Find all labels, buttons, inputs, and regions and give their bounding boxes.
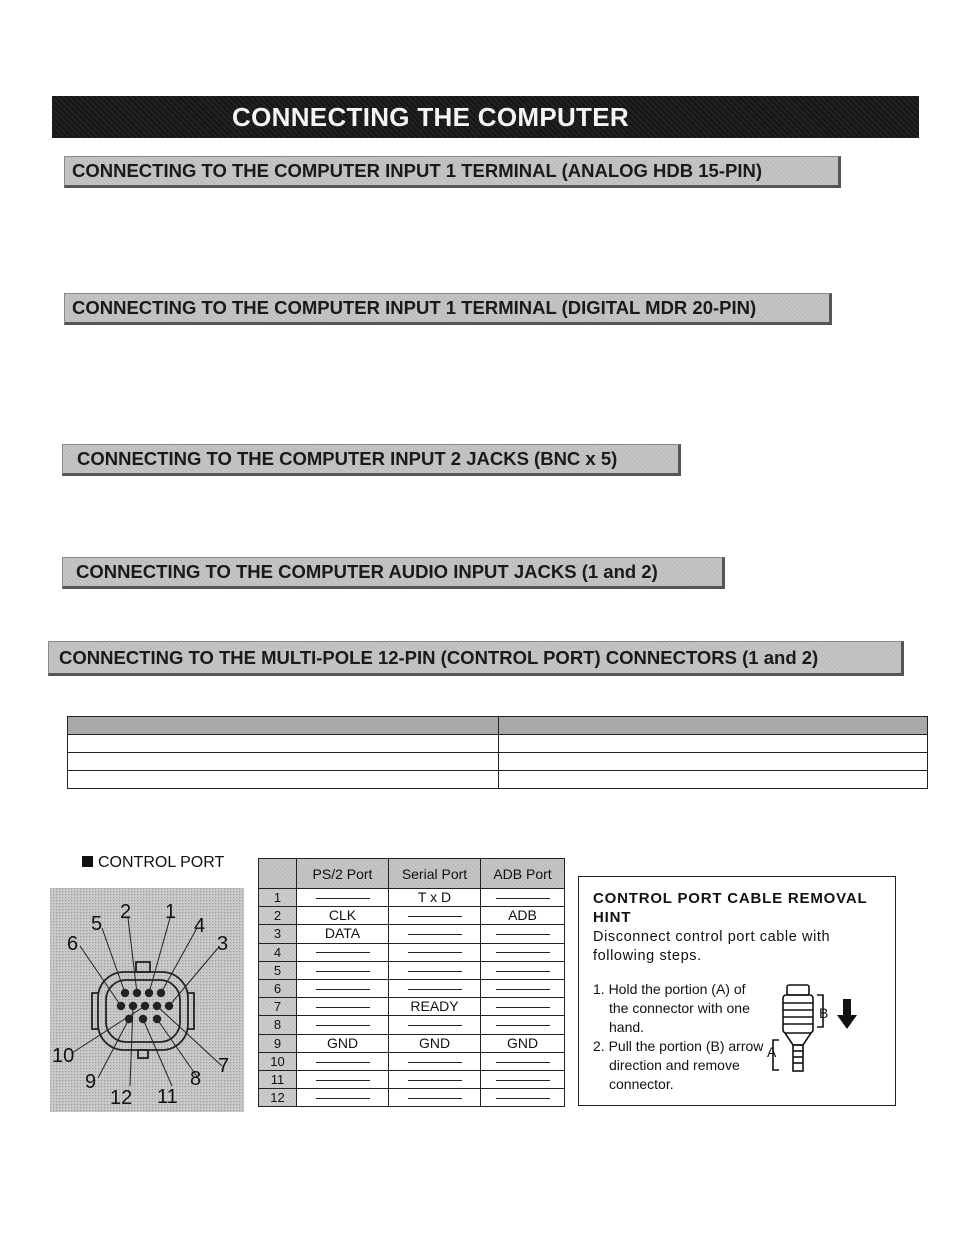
pin-table-row [259,907,565,925]
page-banner [52,96,919,138]
no-connection-dash [408,1098,462,1099]
pin-signal-cell [297,1089,389,1107]
pin-number-cell: 7 [259,998,297,1016]
pin-signal-cell [297,998,389,1016]
pin-signal-cell [389,1070,481,1088]
pin-signal-cell [297,1052,389,1070]
control-port-label-text: CONTROL PORT [98,854,225,871]
no-connection-dash [316,1007,370,1008]
no-connection-dash [316,1025,370,1026]
pin-number-cell: 6 [259,979,297,997]
empty-grid-cell [68,735,499,753]
label-b: B [819,1005,829,1021]
empty-grid-cell [499,753,928,771]
pin-table-header-row [259,859,565,889]
pin-signal-cell [389,961,481,979]
pin-table-row [259,1016,565,1034]
no-connection-dash [408,1080,462,1081]
pin-table-row [259,943,565,961]
hint-description: Disconnect control port cable with following steps. [593,929,831,964]
pin-signal-cell [389,925,481,943]
pin-table-row [259,1089,565,1107]
pin-signal-cell: T x D [389,889,481,907]
empty-grid-cell [68,771,499,789]
pin-number-header [259,859,297,889]
no-connection-dash [408,916,462,917]
no-connection-dash [496,1025,550,1026]
pin-number-cell: 5 [259,961,297,979]
pin-signal-cell [389,907,481,925]
no-connection-dash [496,952,550,953]
no-connection-dash [496,1007,550,1008]
connector-plug-illustration [767,977,867,1082]
empty-grid-row [68,735,928,753]
pin-signal-cell [481,925,565,943]
pin-signal-cell: GND [297,1034,389,1052]
pin-signal-cell [297,961,389,979]
section-header-bnc: CONNECTING TO THE COMPUTER INPUT 2 JACKS (BNC x 5) [62,444,681,476]
empty-grid-cell [499,735,928,753]
pin-label-6: 6 [67,933,79,955]
no-connection-dash [408,1025,462,1026]
cable-removal-hint-box [578,876,896,1106]
no-connection-dash [496,898,550,899]
pin-signal-cell: DATA [297,925,389,943]
pin-signal-cell [481,1052,565,1070]
no-connection-dash [496,1098,550,1099]
pin-signal-cell [481,889,565,907]
control-port-label [82,854,224,872]
empty-grid-row [68,771,928,789]
pin-label-2: 2 [120,901,132,923]
no-connection-dash [316,1080,370,1081]
empty-grid-table [67,716,928,789]
pin-signal-cell [481,979,565,997]
pin-label-9: 9 [85,1071,97,1093]
hint-step: 1. Hold the portion (A) of the connector with one hand. [593,981,750,1035]
pin-label-5: 5 [91,913,103,935]
page-title: CONNECTING THE COMPUTER [232,101,629,132]
pin-label-4: 4 [194,915,206,937]
pin-label-11: 11 [157,1086,178,1108]
pin-signal-cell [481,998,565,1016]
pin-table-row [259,961,565,979]
no-connection-dash [316,898,370,899]
no-connection-dash [408,934,462,935]
pin-signal-cell [389,1052,481,1070]
adb-port-header: ADB Port [481,859,565,889]
no-connection-dash [496,934,550,935]
pin-table-row [259,925,565,943]
pin-number-cell: 2 [259,907,297,925]
empty-grid-cell [499,717,928,735]
pin-signal-cell [389,943,481,961]
pin-table-row [259,1034,565,1052]
pin-number-cell: 12 [259,1089,297,1107]
pin-signal-cell [481,1070,565,1088]
pin-table-row [259,1070,565,1088]
pin-signal-cell: READY [389,998,481,1016]
section-header-audio: CONNECTING TO THE COMPUTER AUDIO INPUT JACKS (1 and 2) [62,557,725,589]
no-connection-dash [316,971,370,972]
pin-signal-cell [389,1089,481,1107]
empty-grid-cell [499,771,928,789]
no-connection-dash [408,952,462,953]
pin-signal-cell [297,1016,389,1034]
square-bullet-icon [82,856,93,867]
no-connection-dash [316,952,370,953]
empty-grid-cell [68,717,499,735]
no-connection-dash [408,971,462,972]
pin-label-1: 1 [165,901,177,923]
pin-signal-cell [389,979,481,997]
no-connection-dash [496,989,550,990]
pin-label-7: 7 [218,1055,230,1077]
no-connection-dash [316,989,370,990]
pin-number-cell: 11 [259,1070,297,1088]
pin-signal-cell: GND [389,1034,481,1052]
no-connection-dash [496,1062,550,1063]
pin-number-cell: 9 [259,1034,297,1052]
pin-signal-cell [481,1089,565,1107]
empty-grid-header-row [68,717,928,735]
pin-signal-cell [297,889,389,907]
hint-steps [593,980,768,1094]
empty-grid-cell [68,753,499,771]
pin-label-12: 12 [110,1087,133,1109]
pull-down-arrow-icon [837,999,857,1029]
pin-label-3: 3 [217,933,229,955]
pin-number-cell: 8 [259,1016,297,1034]
pin-label-8: 8 [190,1068,202,1090]
section-header-analog: CONNECTING TO THE COMPUTER INPUT 1 TERMINAL (ANALOG HDB 15-PIN) [64,156,841,188]
pin-signal-cell [297,1070,389,1088]
pin-number-cell: 3 [259,925,297,943]
pin-signal-cell [481,1016,565,1034]
pin-number-cell: 1 [259,889,297,907]
pin-table-row [259,1052,565,1070]
pin-signal-cell [389,1016,481,1034]
section-header-control-port: CONNECTING TO THE MULTI-POLE 12-PIN (CONTROL PORT) CONNECTORS (1 and 2) [48,641,904,676]
section-header-digital: CONNECTING TO THE COMPUTER INPUT 1 TERMINAL (DIGITAL MDR 20-PIN) [64,293,832,325]
pin-table-row [259,889,565,907]
pin-table-row [259,979,565,997]
pin-signal-cell: GND [481,1034,565,1052]
label-a: A [767,1044,777,1060]
pin-signal-cell: ADB [481,907,565,925]
no-connection-dash [408,989,462,990]
pin-label-10: 10 [52,1045,75,1067]
serial-port-header: Serial Port [389,859,481,889]
pin-signal-cell [297,979,389,997]
ps2-port-header: PS/2 Port [297,859,389,889]
pin-table-row [259,998,565,1016]
hint-title: CONTROL PORT CABLE REMOVAL HINT [593,890,868,926]
empty-grid-row [68,753,928,771]
no-connection-dash [496,971,550,972]
no-connection-dash [316,1098,370,1099]
pin-table-body [259,889,565,1107]
pin-number-cell: 10 [259,1052,297,1070]
pin-signal-cell [297,943,389,961]
pin-signal-cell [481,961,565,979]
no-connection-dash [408,1062,462,1063]
no-connection-dash [496,1080,550,1081]
diagram-background [50,888,244,1112]
pin-assignment-table [258,858,565,1107]
control-port-connector-diagram [50,888,244,1112]
no-connection-dash [316,1062,370,1063]
pin-signal-cell: CLK [297,907,389,925]
pin-signal-cell [481,943,565,961]
hint-step: 2. Pull the portion (B) arrow direction and remove connector. [593,1038,764,1092]
pin-number-cell: 4 [259,943,297,961]
